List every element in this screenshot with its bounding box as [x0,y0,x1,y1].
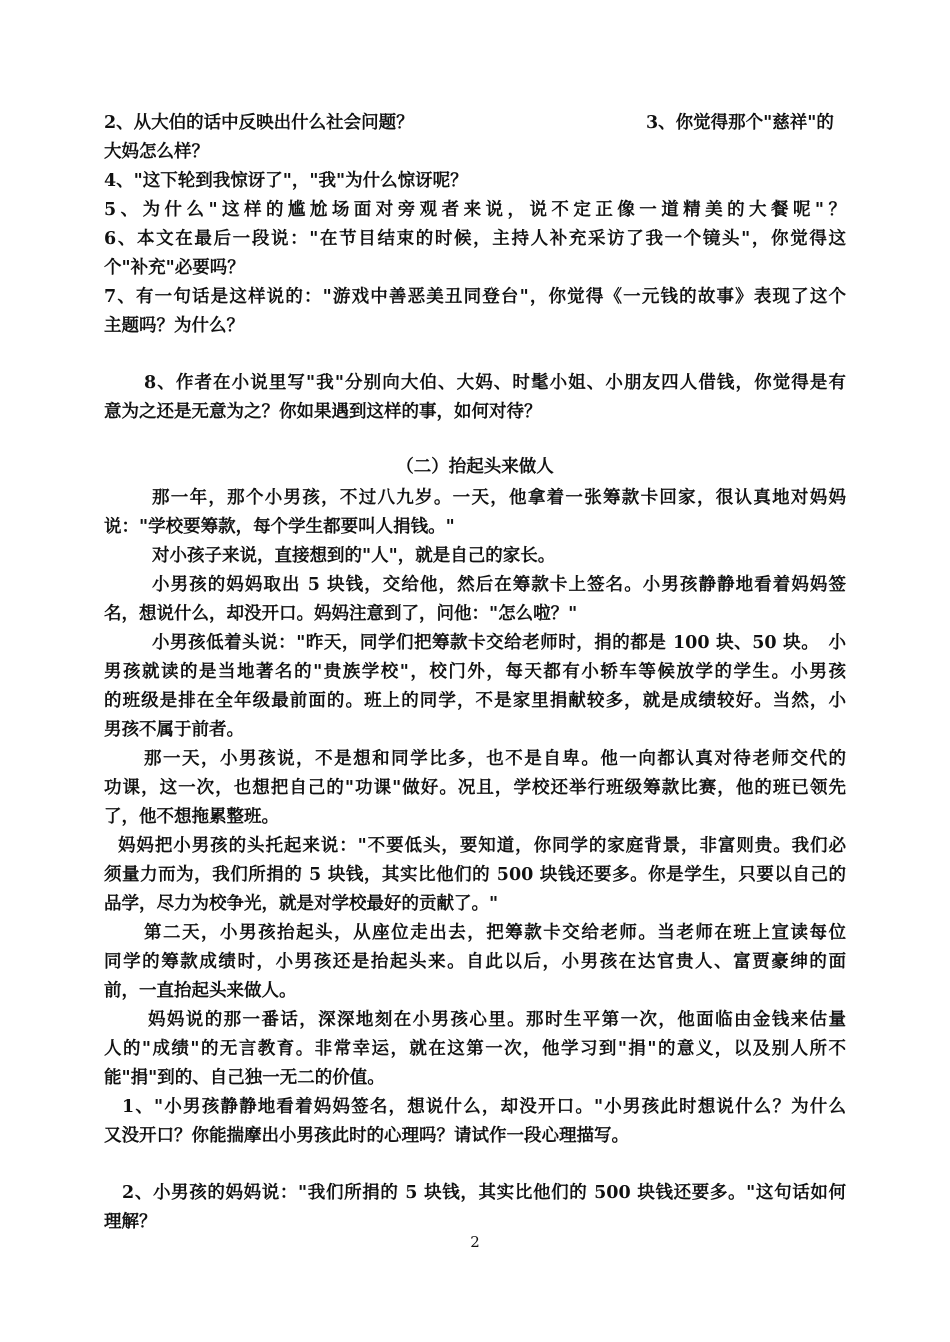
question-b2-line-1: 2、小男孩的妈妈说："我们所捐的 5 块钱，其实比他们的 500 块钱还要多。"这句话如何 [122,1183,846,1203]
story-line: 小男孩的妈妈取出 5 块钱，交给他，然后在筹款卡上签名。小男孩静静地看着妈妈签 [152,575,846,595]
question-7-line-2: 主题吗？为什么？ [104,316,244,336]
story-line: 妈妈说的那一番话，深深地刻在小男孩心里。那时生平第一次，他面临由金钱来估量 [148,1010,846,1030]
question-4: 4、"这下轮到我惊讶了"，"我"为什么惊讶呢？ [104,171,468,191]
question-3-line-1: 3、你觉得那个"慈祥"的 [646,113,834,133]
story-line: 说："学校要筹款，每个学生都要叫人捐钱。" [104,517,455,537]
story-line: 的班级是排在全年级最前面的。班上的同学，不是家里捐献较多，就是成绩较好。当然，小 [104,691,846,711]
story-line: 男孩不属于前者。 [104,720,244,740]
question-6-line-1: 6、本文在最后一段说："在节目结束的时候，主持人补充采访了我一个镜头"，你觉得这 [104,229,846,249]
story-title: （二）抬起头来做人 [396,457,554,477]
story-line: 男孩就读的是当地著名的"贵族学校"，校门外，每天都有小轿车等候放学的学生。小男孩 [104,662,846,682]
story-line: 那一年，那个小男孩，不过八九岁。一天，他拿着一张筹款卡回家，很认真地对妈妈 [152,488,846,508]
story-line: 须量力而为，我们所捐的 5 块钱，其实比他们的 500 块钱还要多。你是学生，只要以自己的 [104,865,846,885]
question-8-line-2: 意为之还是无意为之？你如果遇到这样的事，如何对待？ [104,402,542,422]
story-line: 能"捐"到的、自己独一无二的价值。 [104,1068,385,1088]
story-line: 小男孩低着头说："昨天，同学们把筹款卡交给老师时，捐的都是 100 块、50 块。 小 [152,633,846,653]
story-line: 那一天，小男孩说，不是想和同学比多，也不是自卑。他一向都认真对待老师交代的 [144,749,846,769]
story-line: 功课，这一次，也想把自己的"功课"做好。况且，学校还举行班级筹款比赛，他的班已领先 [104,778,846,798]
page-number: 2 [470,1233,480,1251]
question-b2-line-2: 理解？ [104,1212,157,1232]
story-line: 同学的筹款成绩时，小男孩还是抬起头来。自此以后，小男孩在达官贵人、富贾豪绅的面 [104,952,846,972]
question-5: 5、为什么"这样的尴尬场面对旁观者来说，说不定正像一道精美的大餐呢"？ [104,200,846,220]
story-line: 品学，尽力为校争光，就是对学校最好的贡献了。" [104,894,499,914]
question-b1-line-2: 又没开口？你能揣摩出小男孩此时的心理吗？请试作一段心理描写。 [104,1126,629,1146]
story-line: 了，他不想拖累整班。 [104,807,279,827]
question-3-line-2: 大妈怎么样？ [104,142,209,162]
story-line: 前，一直抬起头来做人。 [104,981,297,1001]
question-b1-line-1: 1、"小男孩静静地看着妈妈签名，想说什么，却没开口。"小男孩此时想说什么？为什么 [122,1097,846,1117]
question-7-line-1: 7、有一句话是这样说的："游戏中善恶美丑同登台"，你觉得《一元钱的故事》表现了这个 [104,287,846,307]
question-6-line-2: 个"补充"必要吗？ [104,258,245,278]
story-line: 对小孩子来说，直接想到的"人"，就是自己的家长。 [152,546,556,566]
story-line: 第二天，小男孩抬起头，从座位走出去，把筹款卡交给老师。当老师在班上宣读每位 [144,923,846,943]
story-line: 名，想说什么，却没开口。妈妈注意到了，问他："怎么啦？" [104,604,578,624]
story-line: 妈妈把小男孩的头托起来说："不要低头，要知道，你同学的家庭背景，非富则贵。我们必 [118,836,846,856]
question-2: 2、从大伯的话中反映出什么社会问题？ [104,113,414,133]
question-8-line-1: 8、作者在小说里写"我"分别向大伯、大妈、时髦小姐、小朋友四人借钱，你觉得是有 [144,373,846,393]
story-line: 人的"成绩"的无言教育。非常幸运，就在这第一次，他学习到"捐"的意义，以及别人所不 [104,1039,846,1059]
